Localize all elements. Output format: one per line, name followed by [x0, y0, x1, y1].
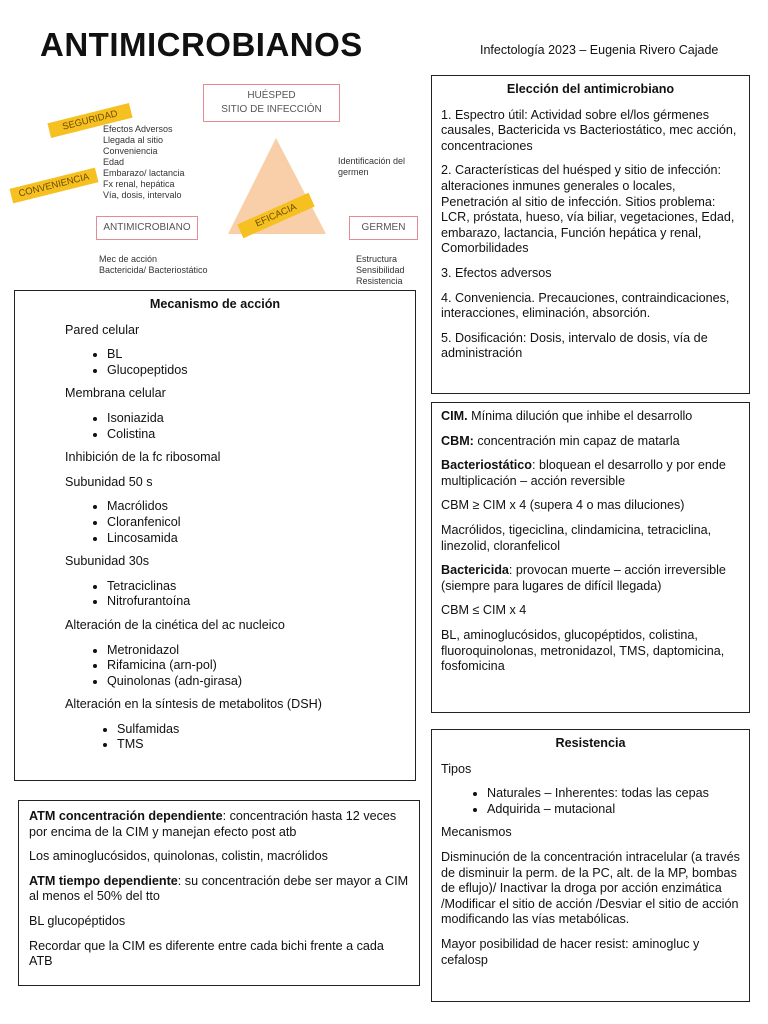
factor-item: Identificación del: [338, 156, 406, 166]
factor-item: Edad: [103, 157, 125, 167]
bullet-list: [25, 499, 405, 546]
cim-text: Mínima dilución que inhibe el desarrollo: [467, 409, 693, 423]
factor-item: Embarazo/ lactancia: [103, 168, 185, 178]
bullet-list: [25, 643, 405, 690]
bacteriostatic-drugs: Macrólidos, tigeciclina, clindamicina, tetraciclina, linezolid, cloranfelicol: [441, 522, 712, 553]
page-title: ANTIMICROBIANOS: [40, 26, 363, 63]
right-factors: [338, 156, 405, 178]
mechanism-box: [14, 290, 416, 781]
section-title: Alteración de la cinética del ac nucleico: [65, 617, 285, 632]
election-item: 1. Espectro útil: Actividad sobre el/los gérmenes causales, Bactericida vs Bacteriostático, mec acción, concentraciones: [441, 107, 737, 153]
list-item: • Isoniazida: [107, 411, 405, 427]
factor-item: Efectos Adversos: [103, 124, 173, 134]
efficacy-tag: EFICACIA: [237, 193, 314, 238]
section-title: Pared celular: [65, 322, 140, 337]
resistance-heading: Resistencia: [555, 736, 626, 750]
list-item: • Glucopeptidos: [107, 363, 405, 379]
factor-item: germen: [338, 167, 369, 177]
cbm-definition: [441, 434, 740, 450]
section-title: Inhibición de la fc ribosomal: [65, 450, 221, 465]
mechanisms-title: Mecanismos: [441, 825, 512, 840]
cim-label: CIM.: [441, 409, 468, 423]
convenience-tag: CONVENIENCIA: [9, 168, 98, 204]
list-item: • BL: [107, 347, 405, 363]
concentration-drugs: Los aminoglucósidos, quinolonas, colistin, macrólidos: [29, 849, 328, 864]
bacteriostatic-label: Bacteriostático: [441, 458, 532, 473]
factor-item: Mec de acción: [99, 254, 158, 264]
bullet-list: [25, 579, 405, 610]
mechanisms-text: Disminución de la concentración intracelular (a través de disminuir la perm. de la PC, alt. de la MP, bombas de eflujo)/ Inactivar la droga por acción enzimática /Modificar el sitio de acción /Desviar el sitio de acción modificando las vías metabólicas.: [441, 849, 740, 927]
resistance-box: [431, 729, 750, 1002]
election-heading: Elección del antimicrobiano: [506, 82, 675, 96]
bullet-list: [25, 411, 405, 442]
election-item: 4. Conveniencia. Precauciones, contraindicaciones, interacciones, eliminación, absorción.: [441, 290, 730, 321]
factor-item: Vía, dosis, intervalo: [103, 190, 182, 200]
list-item: • Tetraciclinas: [107, 579, 405, 595]
types-list: [441, 786, 740, 817]
bullet-list: [25, 347, 405, 378]
resistance-note: Mayor posibilidad de hacer resist: aminogluc y cefalosp: [441, 936, 700, 967]
election-box: [431, 75, 750, 394]
bacteriostatic-rule: CBM ≥ CIM x 4 (supera 4 o mas diluciones): [441, 498, 685, 513]
bullet-list: [25, 722, 405, 753]
list-item: • Naturales – Inherentes: todas las cepas: [487, 786, 740, 802]
section-title: Membrana celular: [65, 386, 166, 401]
author-line: Infectología 2023 – Eugenia Rivero Cajade: [480, 43, 719, 57]
factor-item: Llegada al sitio: [103, 135, 164, 145]
bactericidal-definition: [441, 563, 740, 594]
list-item: • Colistina: [107, 427, 405, 443]
list-item: • Nitrofurantoína: [107, 594, 405, 610]
concentration-text: : concentración hasta 12 veces por encima de la CIM y manejan efecto post atb: [29, 809, 397, 839]
bacteriostatic-text: : bloquean el desarrollo y por ende multiplicación – acción reversible: [441, 458, 726, 488]
list-item: • Adquirida – mutacional: [487, 802, 740, 818]
antimicrobial-box: ANTIMICROBIANO: [96, 216, 198, 240]
concentration-label: ATM concentración dependiente: [29, 809, 223, 823]
bactericidal-drugs: BL, aminoglucósidos, glucopéptidos, colistina, fluoroquinolonas, metronidazol, TMS, daptomicina, fosfomicina: [441, 627, 725, 674]
election-item: 3. Efectos adversos: [441, 265, 552, 280]
factor-item: Sensibilidad: [356, 265, 405, 275]
election-item: 2. Características del huésped y sitio de infección: alteraciones inmunes generales o locales, Penetración al sitio de infección. Sitios problema: LCR, próstata, hueso, vía biliar, vegetaciones, Edad, embarazo, lactancia, Función hepática y renal, Comorbilidades: [441, 163, 735, 256]
cbm-text: concentración min capaz de matarla: [473, 433, 680, 448]
bottom-right-factors: [356, 254, 405, 287]
factor-item: Bactericida/ Bacteriostático: [99, 265, 208, 275]
section-title: Alteración en la síntesis de metabolitos (DSH): [65, 697, 322, 712]
time-text: : su concentración debe ser mayor a CIM al menos el 50% del tto: [29, 873, 409, 904]
germ-box: GERMEN: [349, 216, 418, 240]
election-item: 5. Dosificación: Dosis, intervalo de dosis, vía de administración: [441, 330, 708, 361]
infection-site-label: SITIO DE INFECCIÓN: [221, 104, 322, 115]
list-item: • Sulfamidas: [117, 722, 405, 738]
list-item: • Rifamicina (arn-pol): [107, 658, 405, 674]
list-item: • Cloranfenicol: [107, 515, 405, 531]
left-factors: [103, 124, 185, 201]
list-item: • Lincosamida: [107, 531, 405, 547]
bactericidal-rule: CBM ≤ CIM x 4: [441, 603, 527, 618]
section-title: Subunidad 50 s: [65, 474, 153, 489]
list-item: • TMS: [117, 737, 405, 753]
host-box: [203, 84, 340, 122]
factor-item: Estructura: [356, 254, 398, 264]
safety-tag: SEGURIDAD: [47, 103, 132, 138]
types-title: Tipos: [441, 761, 472, 776]
concentration-dependent: [29, 809, 409, 840]
factor-item: Resistencia: [356, 276, 403, 286]
bottom-left-factors: [99, 254, 208, 276]
bacteriostatic-definition: [441, 458, 740, 489]
bactericidal-label: Bactericida: [441, 563, 509, 578]
cim-box: [431, 402, 750, 713]
factor-item: Fx renal, hepática: [103, 179, 175, 189]
section-title: Subunidad 30s: [65, 554, 150, 569]
list-item: • Metronidazol: [107, 643, 405, 659]
factor-item: Conveniencia: [103, 146, 158, 156]
mechanism-heading: Mecanismo de acción: [149, 297, 281, 311]
bactericidal-text: : provocan muerte – acción irreversible (siempre para lugares de difícil llegada): [441, 563, 726, 593]
time-drugs: BL glucopéptidos: [29, 913, 126, 928]
list-item: • Quinolonas (adn-girasa): [107, 674, 405, 690]
cim-note: Recordar que la CIM es diferente entre cada bichi frente a cada ATB: [29, 938, 384, 969]
time-dependent: [29, 874, 409, 905]
time-label: ATM tiempo dependiente: [29, 873, 178, 888]
pkpd-box: [18, 800, 420, 986]
host-label: HUÉSPED: [247, 90, 296, 101]
cbm-label: CBM:: [441, 433, 474, 448]
cim-definition: [441, 409, 740, 425]
list-item: • Macrólidos: [107, 499, 405, 515]
